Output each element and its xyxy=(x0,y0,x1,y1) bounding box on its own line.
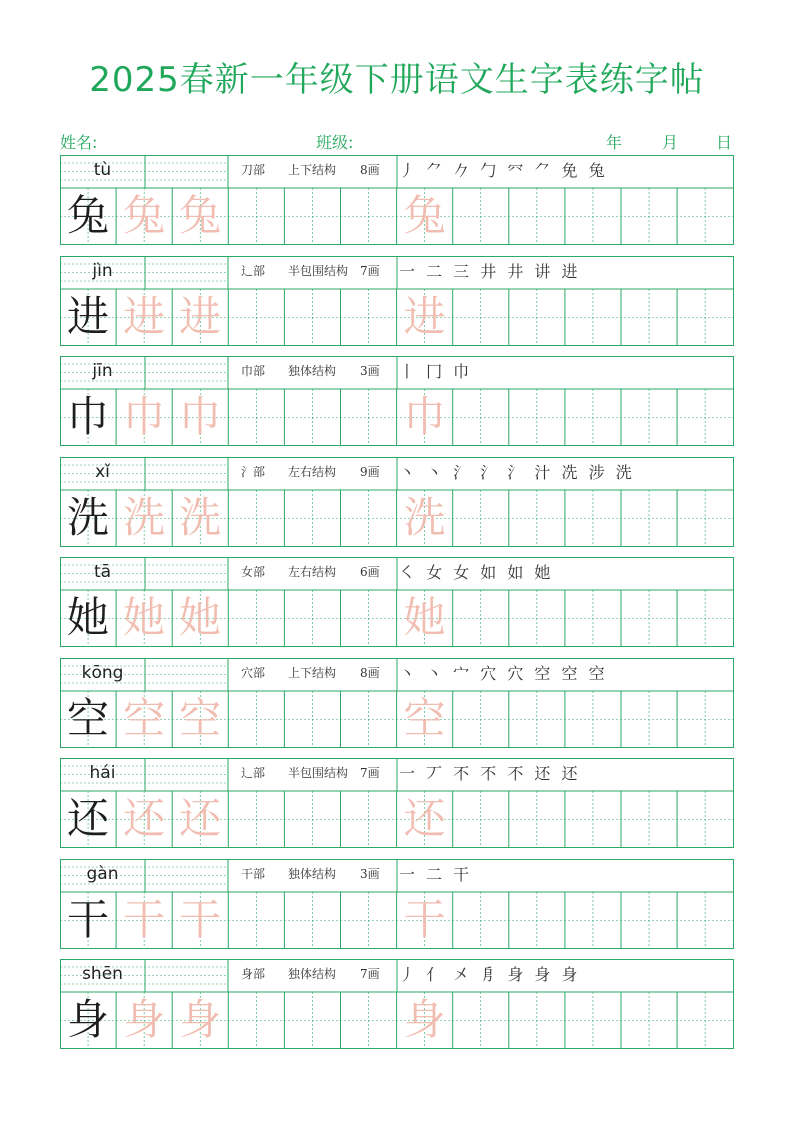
trace-character: 干 xyxy=(123,894,166,944)
trace-character: 巾 xyxy=(179,392,222,441)
radical: 辶部 xyxy=(241,263,266,278)
model-character: 身 xyxy=(66,995,109,1044)
name-label: 姓名: xyxy=(60,133,98,152)
stroke-count: 7画 xyxy=(360,263,380,278)
trace-character: 巾 xyxy=(403,392,446,441)
pinyin: tā xyxy=(93,562,112,582)
page-title: 2025春新一年级下册语文生字表练字帖 xyxy=(89,60,705,100)
radical: 巾部 xyxy=(241,364,266,378)
trace-character: 进 xyxy=(179,291,222,341)
pinyin: kōng xyxy=(81,662,124,683)
structure: 半包围结构 xyxy=(288,263,349,278)
pinyin: hái xyxy=(89,763,116,783)
stroke-count: 8画 xyxy=(360,163,380,177)
month-label: 月 xyxy=(662,133,679,152)
trace-character: 兔 xyxy=(403,191,446,240)
stroke-count: 9画 xyxy=(360,464,380,479)
radical: 辶部 xyxy=(241,766,266,780)
character-row xyxy=(60,256,734,346)
trace-character: 干 xyxy=(403,894,446,944)
stroke-order: 一 二 三 井 井 讲 进 xyxy=(399,261,581,281)
trace-character: 身 xyxy=(179,995,222,1044)
stroke-order: 丶 丶 氵 氵 氵 汁 冼 涉 洗 xyxy=(399,462,635,482)
trace-character: 空 xyxy=(403,693,446,743)
trace-character: 干 xyxy=(179,894,222,944)
stroke-order: 一 丆 不 不 不 还 还 xyxy=(399,764,581,783)
character-row xyxy=(60,959,734,1049)
trace-character: 空 xyxy=(179,693,222,743)
radical: 干部 xyxy=(241,866,266,881)
character-row xyxy=(60,155,734,245)
radical: 刀部 xyxy=(241,163,266,177)
stroke-order: 丶 丶 宀 穴 穴 空 空 空 xyxy=(399,663,608,683)
trace-character: 身 xyxy=(123,995,166,1044)
character-row xyxy=(60,758,734,848)
trace-character: 洗 xyxy=(123,492,166,542)
character-row xyxy=(60,658,734,748)
structure: 上下结构 xyxy=(288,163,337,177)
practice-sheet xyxy=(60,155,734,1060)
model-character: 她 xyxy=(66,593,109,642)
trace-character: 她 xyxy=(179,593,222,642)
trace-character: 兔 xyxy=(179,191,222,240)
structure: 上下结构 xyxy=(288,665,337,680)
trace-character: 还 xyxy=(123,794,166,843)
trace-character: 洗 xyxy=(179,492,222,542)
pinyin: tù xyxy=(93,160,112,180)
trace-character: 进 xyxy=(123,291,166,341)
stroke-count: 8画 xyxy=(360,665,380,680)
pinyin: jīn xyxy=(92,361,113,381)
pinyin: gàn xyxy=(86,863,119,884)
trace-character: 还 xyxy=(403,794,446,843)
stroke-order: 丿 ⺈ 𠂊 勹 㓁 ⺈ 免 兔 xyxy=(399,161,608,180)
model-character: 兔 xyxy=(66,191,109,240)
trace-character: 空 xyxy=(123,693,166,743)
stroke-order: 丿 亻 㐅 㐆 身 身 身 xyxy=(399,965,581,984)
radical: 穴部 xyxy=(241,665,266,680)
stroke-count: 7画 xyxy=(360,766,380,780)
model-character: 巾 xyxy=(66,392,109,441)
structure: 独体结构 xyxy=(288,364,337,378)
structure: 独体结构 xyxy=(288,967,337,981)
stroke-count: 3画 xyxy=(360,364,380,378)
radical: 女部 xyxy=(241,565,266,579)
trace-character: 进 xyxy=(403,291,446,341)
model-character: 空 xyxy=(66,693,109,743)
trace-character: 她 xyxy=(403,593,446,642)
structure: 独体结构 xyxy=(288,866,337,881)
pinyin: xǐ xyxy=(95,461,110,482)
stroke-order: 丨 冂 巾 xyxy=(399,362,473,381)
character-row xyxy=(60,859,734,949)
stroke-count: 7画 xyxy=(360,967,380,981)
stroke-count: 3画 xyxy=(360,866,380,881)
day-label: 日 xyxy=(716,133,733,152)
pinyin: shēn xyxy=(82,964,123,984)
stroke-order: 一 二 干 xyxy=(399,864,473,884)
stroke-order: ㇛ 女 女 如 如 她 xyxy=(399,563,554,582)
structure: 左右结构 xyxy=(288,565,337,579)
year-label: 年 xyxy=(606,133,623,152)
structure: 半包围结构 xyxy=(288,766,349,780)
class-label: 班级: xyxy=(316,133,354,152)
character-row xyxy=(60,356,734,446)
model-character: 进 xyxy=(66,291,109,341)
radical: 身部 xyxy=(241,967,266,981)
model-character: 洗 xyxy=(66,492,109,542)
pinyin: jìn xyxy=(92,260,113,281)
model-character: 还 xyxy=(66,794,109,843)
trace-character: 还 xyxy=(179,794,222,843)
model-character: 干 xyxy=(66,894,109,944)
stroke-count: 6画 xyxy=(360,565,380,579)
radical: 氵部 xyxy=(241,464,266,479)
trace-character: 兔 xyxy=(123,191,166,240)
character-row xyxy=(60,557,734,647)
trace-character: 巾 xyxy=(123,392,166,441)
trace-character: 她 xyxy=(123,593,166,642)
structure: 左右结构 xyxy=(288,464,337,479)
trace-character: 洗 xyxy=(403,492,446,542)
character-row xyxy=(60,457,734,547)
trace-character: 身 xyxy=(403,995,446,1044)
